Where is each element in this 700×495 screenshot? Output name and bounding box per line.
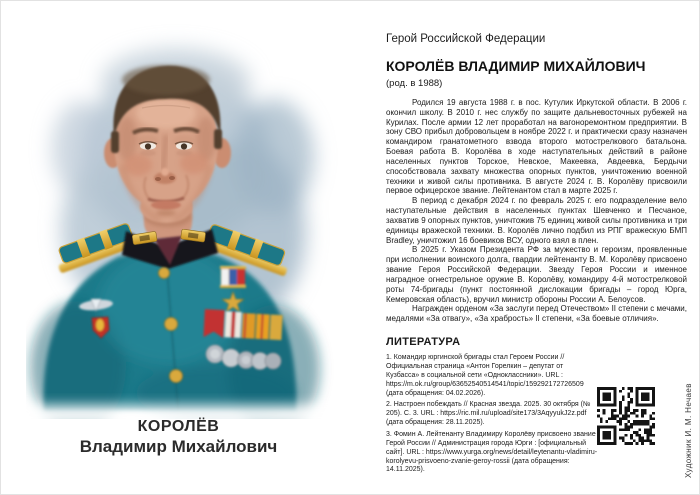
portrait-caption-surname: КОРОЛЁВ [137, 418, 220, 435]
page-title: КОРОЛЁВ ВЛАДИМИР МИХАЙЛОВИЧ [386, 58, 646, 74]
literature-entry: 2. Настроен побеждать // Красная звезда. 2025. 30 октября (№ 205). С. 3. URL : https://ric.mil.ru/upload/site173/3AqyyukJ2z.pdf (дата обращения: 28.11.2025). [386, 401, 591, 427]
bio-paragraph: Родился 19 августа 1988 г. в пос. Кутулик Иркутской области. В 2006 г. окончил школу. В 2010 г. нес службу по защите дальневосточных рубежей на Курилах. После армии 12 лет проработал на вагоноремонтном предприятии. В зону СВО прибыл добровольцем в ноябре 2022 г. и практически сразу назначен командиром гранатометного взвода второго мотострелкового батальона. Боевая работа В. Королёва в ходе наступательных действий в районе населенных пунктов Торское, Невское, Макеевка, Авдеевка, Бердычи способствовала захвату множества опорных пунктов, уничтожению военной техники и живой силы противника. В августе 2024 г. В. Королёву присвоили первое офицерское звание. Лейтенантом стал в марте 2025 г. [386, 98, 687, 196]
portrait-caption [21, 418, 336, 457]
hero-category-title: Герой Российской Федерации [386, 33, 546, 45]
birth-year: (род. в 1988) [386, 78, 443, 89]
literature-entry: 3. Фомин А. Лейтенанту Владимиру Королёву присвоено звание Герой России // Администрация города Юрги : [официальный сайт]. URL : https://www.yurga.org/news/detail/leytenantu-vladimiru-korolyevu-prisvoeno-zvanie-geroy-rossii (дата обращения: 14.11.2025). [386, 430, 598, 474]
literature-list [386, 354, 598, 475]
literature-entry: 1. Командир юргинской бригады стал Героем России // Официальная страница «Антон Горелкин – депутат от Кузбасса» в социальной сети «Одноклассники». URL : https://m.ok.ru/group/63652540514541/topic/159292172726509 (дата обращения: 04.02.2026). [386, 354, 584, 397]
bio-paragraph: В период с декабря 2024 г. по февраль 2025 г. его подразделение вело наступательные действия в населенных пунктах Шевченко и Песчаное, захватив 9 опорных пунктов, уничтожив 75 единиц живой силы противника и три единицы вражеской техники. В. Королёв лично подбил из РПГ вражескую БМП Bradley, уничтожил 16 боевиков ВСУ, одного взял в плен. [386, 196, 687, 245]
portrait-painting [26, 7, 346, 419]
portrait-caption-name: Владимир Михайлович [79, 437, 278, 456]
bio-paragraph: В 2025 г. Указом Президента РФ за мужество и героизм, проявленные при исполнении воинского долга, гвардии лейтенанту В. М. Королёву присвоено звание Героя Российской Федерации. Звезду Героя России и именное наградное огнестрельное оружие В. Королёву, командиру 4-й мотострелковой роты 74-бригады (пункт постоянной дислокации бригады – город Юрга, Кемеровская область), вручил министр обороны России А. Белоусов. [386, 245, 687, 304]
artist-credit: Художник И. М. Нечаев [684, 383, 693, 478]
biography [386, 98, 687, 324]
bio-paragraph: Награжден орденом «За заслуги перед Отечеством» II степени с мечами, медалями «За отвагу», «За храбрость» II степени, «За боевые отличия». [386, 304, 687, 324]
portrait-svg [26, 7, 346, 419]
qr-code-icon [597, 387, 655, 445]
literature-heading: ЛИТЕРАТУРА [386, 336, 461, 349]
